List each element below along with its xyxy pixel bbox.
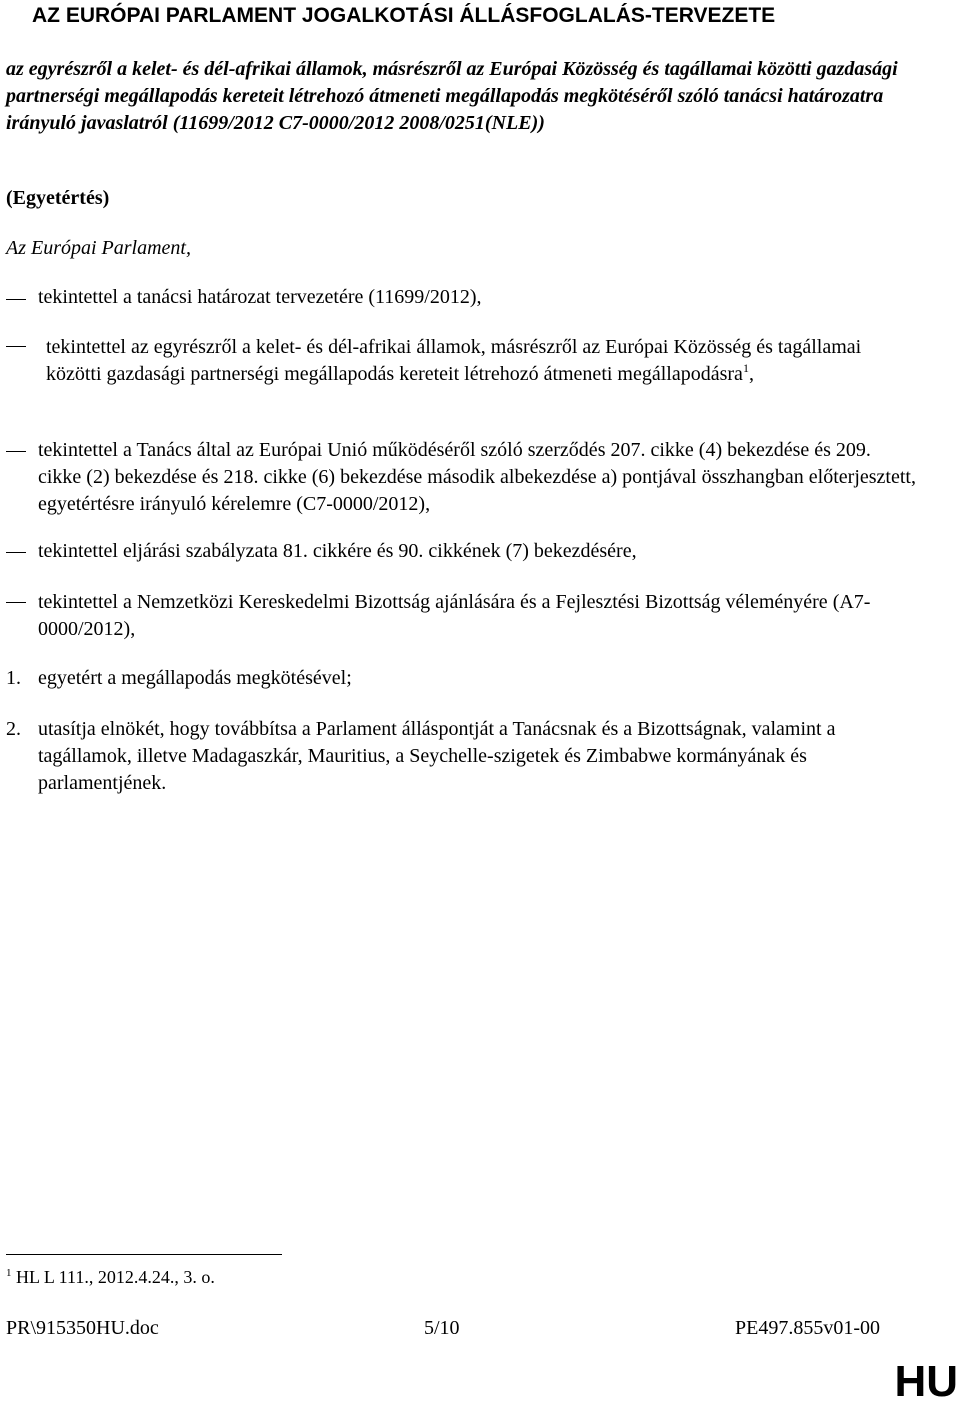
footnote-text: HL L 111., 2012.4.24., 3. o. <box>16 1267 215 1287</box>
footnote-separator <box>6 1254 282 1255</box>
citation-dash <box>6 451 26 452</box>
citation-dash <box>6 602 26 603</box>
paragraph-number: 2. <box>6 718 21 740</box>
footnote-ref: 1 <box>742 361 749 375</box>
citation-item: tekintettel a tanácsi határozat tervezetére (11699/2012), <box>38 286 482 308</box>
citation-item: tekintettel az egyrészről a kelet- és dél-afrikai államok, másrészről az Európai Közösség és tagállamai közötti gazdasági partnerségi megállapodás kereteit létrehozó átmeneti megállapodásra$^1$, <box>46 336 862 385</box>
citation-item: tekintettel a Tanács által az Európai Unió működéséről szóló szerződés 207. cikke (4) bekezdése és 209. cikke (2) bekezdése és 218. cikke (6) bekezdése második albekezdése a) pontjával összhangban előterjesztett, egyetértésre irányuló kérelemre (C7-0000/2012), <box>38 439 916 515</box>
citation-dash <box>6 299 26 300</box>
procedure-type: (Egyetértés) <box>6 187 110 209</box>
citation-dash <box>6 346 26 347</box>
footer-page-number: 5/10 <box>424 1317 460 1339</box>
document-heading: AZ EURÓPAI PARLAMENT JOGALKOTÁSI ÁLLÁSFOGLALÁS-TERVEZETE <box>32 4 776 27</box>
paragraph-text: egyetért a megállapodás megkötésével; <box>38 667 352 689</box>
citation-dash <box>6 552 26 553</box>
footer-doc-ref: PR\915350HU.doc <box>6 1317 159 1339</box>
footnote <box>6 1266 215 1288</box>
citation-item: tekintettel a Nemzetközi Kereskedelmi Bizottság ajánlására és a Fejlesztési Bizottság véleményére (A7-0000/2012), <box>38 591 871 640</box>
procedure-title: az egyrészről a kelet- és dél-afrikai államok, másrészről az Európai Közösség és tagállamai közötti gazdasági partnerségi megállapodás kereteit létrehozó átmeneti megállapodás megkötéséről szóló tanácsi határozatra irányuló javaslatról (11699/2012 C7-0000/2012 2008/0251(NLE)) <box>6 58 898 134</box>
footnote-number: 1 <box>6 1267 12 1279</box>
language-code: HU <box>894 1357 958 1406</box>
paragraph-text: utasítja elnökét, hogy továbbítsa a Parlament álláspontját a Tanácsnak és a Bizottságnak, valamint a tagállamok, illetve Madagaszkár, Mauritius, a Seychelle-szigetek és Zimbabwe kormányának és parlamentjének. <box>38 718 836 794</box>
intro-line: Az Európai Parlament, <box>6 237 191 259</box>
footer-pe-ref: PE497.855v01-00 <box>735 1317 880 1339</box>
citation-item: tekintettel eljárási szabályzata 81. cikkére és 90. cikkének (7) bekezdésére, <box>38 540 637 562</box>
paragraph-number: 1. <box>6 667 21 689</box>
